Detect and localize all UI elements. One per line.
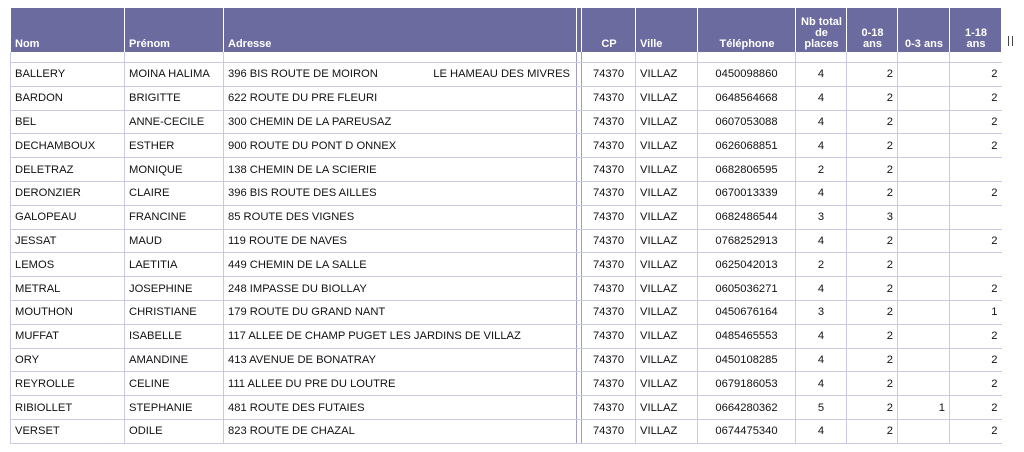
cell-total[interactable]: 4 [796,324,847,348]
cell-prenom[interactable]: BRIGITTE [125,86,224,110]
cell-prenom[interactable]: LAETITIA [125,253,224,277]
cell-1-18[interactable] [950,158,1002,182]
cell-0-18[interactable]: 2 [847,372,898,396]
cell-cp[interactable]: 74370 [582,277,636,301]
cell-0-18[interactable]: 2 [847,419,898,443]
cell-cp[interactable]: 74370 [582,372,636,396]
table-row[interactable] [11,419,1002,443]
address-line: 449 CHEMIN DE LA SALLE [228,258,367,271]
cell-nom[interactable]: DECHAMBOUX [11,134,125,158]
cell-total[interactable]: 3 [796,300,847,324]
cell-1-18[interactable]: 1 [950,300,1002,324]
cell-0-3[interactable] [898,324,950,348]
cell-0-3[interactable] [898,348,950,372]
cell-ville[interactable]: VILLAZ [636,134,698,158]
address-line: 300 CHEMIN DE LA PAREUSAZ [228,115,392,128]
cell-cp[interactable]: 74370 [582,158,636,182]
table-row[interactable] [11,324,1002,348]
cell-telephone[interactable]: 0648564668 [698,86,796,110]
address-line: 900 ROUTE DU PONT D ONNEX [228,139,397,152]
cell-0-18[interactable]: 2 [847,229,898,253]
scroll-edge-marker [1008,36,1013,46]
cell-telephone[interactable]: 0626068851 [698,134,796,158]
daycare-places-table [10,8,1002,444]
cell-nom[interactable]: VERSET [11,419,125,443]
cell-ville[interactable]: VILLAZ [636,372,698,396]
cell-adresse[interactable] [224,396,577,420]
cell-nom[interactable]: ORY [11,348,125,372]
table-row[interactable] [11,253,1002,277]
cell-total[interactable]: 2 [796,158,847,182]
cell-ville[interactable]: VILLAZ [636,158,698,182]
cell-prenom[interactable]: STEPHANIE [125,396,224,420]
cell-prenom[interactable]: ANNE-CECILE [125,110,224,134]
cell-cp[interactable]: 74370 [582,396,636,420]
cell-adresse[interactable] [224,229,577,253]
table-row[interactable] [11,158,1002,182]
cell-1-18[interactable]: 2 [950,324,1002,348]
cell-ville[interactable]: VILLAZ [636,86,698,110]
col-header-0-3[interactable]: 0-3 ans [898,8,950,52]
cell-nom[interactable]: JESSAT [11,229,125,253]
col-header-telephone[interactable]: Téléphone [698,8,796,52]
cell-0-18[interactable]: 2 [847,110,898,134]
cell-ville[interactable]: VILLAZ [636,300,698,324]
cell-prenom[interactable]: ISABELLE [125,324,224,348]
address-line: 413 AVENUE DE BONATRAY [228,353,376,366]
cell-telephone[interactable]: 0664280362 [698,396,796,420]
cell-cp[interactable]: 74370 [582,181,636,205]
cell-0-3[interactable] [898,158,950,182]
cell-cp[interactable]: 74370 [582,205,636,229]
cell-total[interactable]: 4 [796,86,847,110]
cell-0-3[interactable] [898,277,950,301]
cell-ville[interactable]: VILLAZ [636,205,698,229]
cell-0-3[interactable] [898,372,950,396]
cell-prenom[interactable]: CLAIRE [125,181,224,205]
address-line: 622 ROUTE DU PRE FLEURI [228,92,378,105]
cell-nom[interactable]: GALOPEAU [11,205,125,229]
cell-total[interactable]: 3 [796,205,847,229]
cell-0-3[interactable] [898,300,950,324]
address-line: 823 ROUTE DE CHAZAL [228,425,355,438]
cell-0-18[interactable]: 2 [847,253,898,277]
cell-adresse[interactable] [224,181,577,205]
cell-0-3[interactable] [898,86,950,110]
cell-nom[interactable]: DELETRAZ [11,158,125,182]
cell-1-18[interactable]: 2 [950,134,1002,158]
cell-telephone[interactable]: 0607053088 [698,110,796,134]
cell-nom[interactable]: BEL [11,110,125,134]
cell-1-18[interactable]: 2 [950,277,1002,301]
cell-cp[interactable]: 74370 [582,324,636,348]
table-row[interactable] [11,229,1002,253]
cell-telephone[interactable]: 0670013339 [698,181,796,205]
cell-nom[interactable]: RIBIOLLET [11,396,125,420]
cell-adresse[interactable] [224,277,577,301]
cell-telephone[interactable]: 0625042013 [698,253,796,277]
table-row[interactable] [11,181,1002,205]
cell-0-18[interactable]: 2 [847,348,898,372]
cell-0-18[interactable]: 2 [847,300,898,324]
cell-0-18[interactable]: 2 [847,324,898,348]
table-row[interactable] [11,86,1002,110]
cell-total[interactable]: 4 [796,348,847,372]
address-complement: LE HAMEAU DES MIVRES [433,68,570,81]
cell-nom[interactable]: BALLERY [11,63,125,87]
cell-prenom[interactable]: MOINA HALIMA [125,63,224,87]
table-row[interactable] [11,110,1002,134]
col-header-nb-total[interactable] [796,8,847,52]
cell-adresse[interactable] [224,348,577,372]
cell-total[interactable]: 4 [796,134,847,158]
col-header-nom[interactable]: Nom [11,8,125,52]
cell-cp[interactable]: 74370 [582,253,636,277]
cell-prenom[interactable]: FRANCINE [125,205,224,229]
cell-0-3[interactable] [898,419,950,443]
address-line: 396 BIS ROUTE DES AILLES [228,187,377,200]
cell-prenom[interactable]: CELINE [125,372,224,396]
cell-1-18[interactable]: 2 [950,372,1002,396]
cell-telephone[interactable]: 0674475340 [698,419,796,443]
cell-telephone[interactable]: 0768252913 [698,229,796,253]
cell-total[interactable]: 4 [796,277,847,301]
address-line: 248 IMPASSE DU BIOLLAY [228,282,367,295]
table-row[interactable] [11,396,1002,420]
cell-1-18[interactable]: 2 [950,63,1002,87]
address-line: 111 ALLEE DU PRE DU LOUTRE [228,377,396,390]
cell-1-18[interactable]: 2 [950,419,1002,443]
col-header-cp[interactable]: CP [582,8,636,52]
cell-0-3[interactable] [898,229,950,253]
table-row[interactable] [11,134,1002,158]
cell-telephone[interactable]: 0679186053 [698,372,796,396]
nb-total-line1: Nb total [801,16,842,28]
col-header-adresse[interactable]: Adresse [224,8,577,52]
cell-adresse[interactable] [224,372,577,396]
cell-telephone[interactable]: 0682486544 [698,205,796,229]
cell-total[interactable]: 4 [796,372,847,396]
address-line: 85 ROUTE DES VIGNES [228,211,355,224]
cell-ville[interactable]: VILLAZ [636,181,698,205]
cell-adresse[interactable] [224,110,577,134]
spreadsheet [10,8,1002,444]
table-row[interactable] [11,372,1002,396]
cell-0-3[interactable] [898,205,950,229]
cell-nom[interactable]: MUFFAT [11,324,125,348]
cell-prenom[interactable]: MONIQUE [125,158,224,182]
cell-nom[interactable]: DERONZIER [11,181,125,205]
cell-total[interactable]: 4 [796,63,847,87]
cell-adresse[interactable] [224,158,577,182]
nb-total-line3: places [804,38,839,50]
cell-1-18[interactable]: 2 [950,348,1002,372]
cell-1-18[interactable]: 2 [950,86,1002,110]
cell-telephone[interactable]: 0450676164 [698,300,796,324]
cell-prenom[interactable]: AMANDINE [125,348,224,372]
cell-1-18[interactable]: 2 [950,181,1002,205]
cell-1-18[interactable] [950,253,1002,277]
cell-0-3[interactable]: 1 [898,396,950,420]
cell-1-18[interactable]: 2 [950,110,1002,134]
cell-total[interactable]: 4 [796,419,847,443]
cell-ville[interactable]: VILLAZ [636,253,698,277]
address-line: 396 BIS ROUTE DE MOIRON [228,68,378,81]
cell-0-18[interactable]: 2 [847,396,898,420]
table-row[interactable] [11,300,1002,324]
cell-1-18[interactable]: 2 [950,396,1002,420]
cell-prenom[interactable]: MAUD [125,229,224,253]
cell-ville[interactable]: VILLAZ [636,348,698,372]
col-header-ville[interactable]: Ville [636,8,698,52]
cell-telephone[interactable]: 0605036271 [698,277,796,301]
cell-cp[interactable]: 74370 [582,419,636,443]
cell-0-18[interactable]: 2 [847,181,898,205]
cell-adresse[interactable] [224,300,577,324]
cell-ville[interactable]: VILLAZ [636,324,698,348]
cell-prenom[interactable]: ODILE [125,419,224,443]
cell-cp[interactable]: 74370 [582,300,636,324]
cell-1-18[interactable] [950,205,1002,229]
cell-1-18[interactable]: 2 [950,229,1002,253]
address-line: 481 ROUTE DES FUTAIES [228,401,365,414]
cell-cp[interactable]: 74370 [582,110,636,134]
cell-total[interactable]: 4 [796,181,847,205]
cell-ville[interactable]: VILLAZ [636,396,698,420]
cell-nom[interactable]: REYROLLE [11,372,125,396]
cell-0-18[interactable]: 2 [847,134,898,158]
cell-adresse[interactable] [224,86,577,110]
cell-cp[interactable]: 74370 [582,348,636,372]
table-row[interactable] [11,348,1002,372]
cell-adresse[interactable] [224,205,577,229]
address-line: 119 ROUTE DE NAVES [228,234,347,247]
cell-total[interactable]: 2 [796,253,847,277]
cell-0-3[interactable] [898,134,950,158]
cell-ville[interactable]: VILLAZ [636,419,698,443]
cell-0-18[interactable]: 2 [847,63,898,87]
cell-cp[interactable]: 74370 [582,134,636,158]
cell-telephone[interactable]: 0485465553 [698,324,796,348]
col-header-1-18[interactable]: 1-18 ans [950,8,1002,52]
table-row[interactable] [11,277,1002,301]
nb-total-line2: de [815,27,828,39]
cell-adresse[interactable] [224,63,577,87]
cell-adresse[interactable] [224,253,577,277]
cell-cp[interactable]: 74370 [582,63,636,87]
cell-nom[interactable]: BARDON [11,86,125,110]
cell-nom[interactable]: MOUTHON [11,300,125,324]
cell-adresse[interactable] [224,134,577,158]
cell-prenom[interactable]: JOSEPHINE [125,277,224,301]
cell-total[interactable]: 4 [796,110,847,134]
cell-telephone[interactable]: 0450098860 [698,63,796,87]
header-row [11,8,1002,52]
cell-cp[interactable]: 74370 [582,229,636,253]
col-header-prenom[interactable]: Prénom [125,8,224,52]
cell-cp[interactable]: 74370 [582,86,636,110]
cell-nom[interactable]: METRAL [11,277,125,301]
cell-total[interactable]: 5 [796,396,847,420]
cell-0-18[interactable]: 2 [847,86,898,110]
cell-telephone[interactable]: 0682806595 [698,158,796,182]
cell-adresse[interactable] [224,324,577,348]
cell-adresse[interactable] [224,419,577,443]
cell-total[interactable]: 4 [796,229,847,253]
cell-prenom[interactable]: CHRISTIANE [125,300,224,324]
cell-nom[interactable]: LEMOS [11,253,125,277]
cell-0-18[interactable]: 3 [847,205,898,229]
cell-0-18[interactable]: 2 [847,277,898,301]
blank-row [11,52,1002,63]
cell-ville[interactable]: VILLAZ [636,110,698,134]
cell-0-18[interactable]: 2 [847,158,898,182]
table-row[interactable] [11,205,1002,229]
col-header-0-18[interactable]: 0-18 ans [847,8,898,52]
cell-0-3[interactable] [898,253,950,277]
cell-ville[interactable]: VILLAZ [636,277,698,301]
cell-ville[interactable]: VILLAZ [636,229,698,253]
cell-0-3[interactable] [898,181,950,205]
table-row[interactable] [11,63,1002,87]
cell-ville[interactable]: VILLAZ [636,63,698,87]
address-line: 117 ALLEE DE CHAMP PUGET LES JARDINS DE VILLAZ [228,330,521,343]
address-line: 179 ROUTE DU GRAND NANT [228,306,386,319]
cell-0-3[interactable] [898,63,950,87]
cell-0-3[interactable] [898,110,950,134]
cell-telephone[interactable]: 0450108285 [698,348,796,372]
cell-prenom[interactable]: ESTHER [125,134,224,158]
address-line: 138 CHEMIN DE LA SCIERIE [228,163,377,176]
